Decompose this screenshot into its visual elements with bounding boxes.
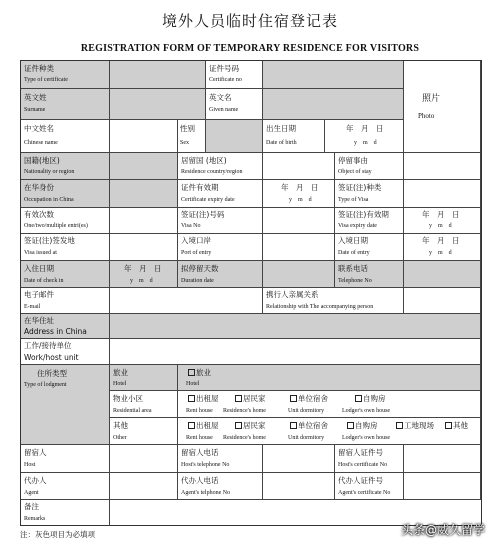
other-option-own-house[interactable]: 自购房 (347, 421, 378, 430)
occupation-label: 在华身份 Occupation in China (21, 180, 110, 208)
checkbox-icon (445, 422, 452, 429)
surname-label: 英文姓 Surname (21, 89, 110, 120)
agent-cert-value[interactable] (404, 473, 481, 500)
hotel-options: 旅业 Hotel (178, 365, 481, 391)
telephone-value[interactable] (404, 261, 481, 288)
cert-expiry-label: 证件有效期 Certificate expiry date (178, 180, 263, 208)
cert-no-value[interactable] (263, 61, 404, 89)
dob-value[interactable]: 年 月 日 y m d (325, 120, 404, 153)
address-value[interactable] (110, 314, 481, 339)
validity-label: 有效次数 One/two/multiple entri(es) (21, 208, 110, 234)
visa-type-label: 签证(注)种类 Type of Visa (335, 180, 404, 208)
registration-form (20, 60, 482, 526)
visa-expiry-label: 签证(注)有效期 Visa expiry date (335, 208, 404, 234)
host-tel-value[interactable] (263, 445, 335, 473)
hotel-checkbox[interactable]: 旅业 (188, 368, 211, 377)
work-unit-value[interactable] (110, 339, 481, 365)
date-of-entry-value[interactable]: 年 月 日 y m d (404, 234, 481, 261)
port-of-entry-value[interactable] (263, 234, 335, 261)
residence-country-value[interactable] (263, 153, 335, 180)
nationality-value[interactable] (110, 153, 178, 180)
visa-no-label: 签证(注)号码 Visa No (178, 208, 263, 234)
lodgment-label: 住所类型 Type of lodgment (21, 365, 110, 445)
host-tel-label: 留宿人电话 Host's telephone No (178, 445, 263, 473)
agent-tel-label: 代办人电话 Agent's telphone No (178, 473, 263, 500)
form-title-english: REGISTRATION FORM OF TEMPORARY RESIDENCE FOR VISITORS (80, 43, 420, 54)
residential-option-dormitory[interactable]: 单位宿舍 (290, 394, 328, 403)
duration-value[interactable] (263, 261, 335, 288)
agent-tel-value[interactable] (263, 473, 335, 500)
given-name-value[interactable] (263, 89, 404, 120)
checkbox-icon (235, 422, 242, 429)
form-title-chinese: 境外人员临时住宿登记表 (161, 12, 338, 30)
given-name-label: 英文名 Given name (206, 89, 263, 120)
photo-box (404, 61, 481, 153)
checkbox-icon (188, 369, 195, 376)
work-unit-label: 工作/接待单位 Work/host unit (21, 339, 110, 365)
visa-expiry-value[interactable]: 年 月 日 y m d (404, 208, 481, 234)
cert-type-value[interactable] (110, 61, 206, 89)
other-option-other[interactable]: 其他 (445, 421, 468, 430)
other-option-residence[interactable]: 居民家 (235, 421, 266, 430)
hotel-label: 旅业 Hotel (110, 365, 178, 391)
checkbox-icon (355, 395, 362, 402)
agent-cert-label: 代办人证件号 Agent's certificate No (335, 473, 404, 500)
email-value[interactable] (110, 288, 263, 314)
host-cert-value[interactable] (404, 445, 481, 473)
relationship-label: 携行人亲属关系 Relationship with The accompanying person (263, 288, 404, 314)
host-label: 留宿人 Host (21, 445, 110, 473)
watermark: 头条@威久留学 (401, 523, 486, 537)
other-option-worksite[interactable]: 工地现场 (396, 421, 434, 430)
chinese-name-label: 中文姓名 Chinese name (21, 120, 110, 153)
surname-value[interactable] (110, 89, 206, 120)
checkbox-icon (188, 395, 195, 402)
residential-label: 物业小区 Residential area (110, 391, 178, 418)
photo-label: 照片 (422, 94, 441, 104)
checkbox-icon (290, 422, 297, 429)
telephone-label: 联系电话 Telephone No (335, 261, 404, 288)
date-of-entry-label: 入境日期 Date of entry (335, 234, 404, 261)
other-option-rent[interactable]: 出租屋 (188, 421, 219, 430)
check-in-value[interactable]: 年 月 日 y m d (110, 261, 178, 288)
object-of-stay-value[interactable] (404, 153, 481, 180)
residential-options: 出租屋 居民家 单位宿舍 自购房 Rent house Residence's home Unit dormitory Lodger's own house (178, 391, 481, 418)
residential-option-rent[interactable]: 出租屋 (188, 394, 219, 403)
required-fields-note: 注：灰色项目为必填项 (20, 530, 95, 539)
cert-no-label: 证件号码 Certificate no (206, 61, 263, 89)
agent-label: 代办人 Agent (21, 473, 110, 500)
occupation-value[interactable] (110, 180, 178, 208)
host-value[interactable] (110, 445, 178, 473)
address-label: 在华住址 Address in China (21, 314, 110, 339)
checkbox-icon (396, 422, 403, 429)
cert-type-label: 证件种类 Type of certificate (21, 61, 110, 89)
checkbox-icon (235, 395, 242, 402)
residence-country-label: 居留国 (地区) Residence country/region (178, 153, 263, 180)
remarks-label: 备注 Remarks (21, 500, 110, 525)
cert-expiry-value[interactable]: 年 月 日 y m d (263, 180, 335, 208)
checkbox-icon (188, 422, 195, 429)
other-option-dormitory[interactable]: 单位宿舍 (290, 421, 328, 430)
check-in-label: 入住日期 Date of check in (21, 261, 110, 288)
visa-issued-value[interactable] (110, 234, 178, 261)
dob-label: 出生日期 Date of birth (263, 120, 325, 153)
sex-label: 性别 Sex (178, 120, 206, 153)
checkbox-icon (347, 422, 354, 429)
checkbox-icon (290, 395, 297, 402)
other-options: 出租屋 居民家 单位宿舍 自购房 工地现场 其他 Rent house Residence's home Unit dormitory Lodger's own house (178, 418, 481, 445)
residential-option-residence[interactable]: 居民家 (235, 394, 266, 403)
visa-issued-label: 签证(注)签发地 Visa issued at (21, 234, 110, 261)
validity-value[interactable] (110, 208, 178, 234)
relationship-value[interactable] (404, 288, 481, 314)
port-of-entry-label: 入境口岸 Port of entry (178, 234, 263, 261)
residential-option-own-house[interactable]: 自购房 (355, 394, 386, 403)
chinese-name-value[interactable] (110, 120, 178, 153)
other-label: 其他 Other (110, 418, 178, 445)
visa-no-value[interactable] (263, 208, 335, 234)
email-label: 电子邮件 E-mail (21, 288, 110, 314)
sex-value[interactable] (206, 120, 263, 153)
host-cert-label: 留宿人证件号 Host's certificate No (335, 445, 404, 473)
object-of-stay-label: 停留事由 Object of stay (335, 153, 404, 180)
agent-value[interactable] (110, 473, 178, 500)
nationality-label: 国籍(地区) Nationality or region (21, 153, 110, 180)
visa-type-value[interactable] (404, 180, 481, 208)
duration-label: 拟停留天数 Duration date (178, 261, 263, 288)
photo-label-en: Photo (418, 112, 435, 120)
